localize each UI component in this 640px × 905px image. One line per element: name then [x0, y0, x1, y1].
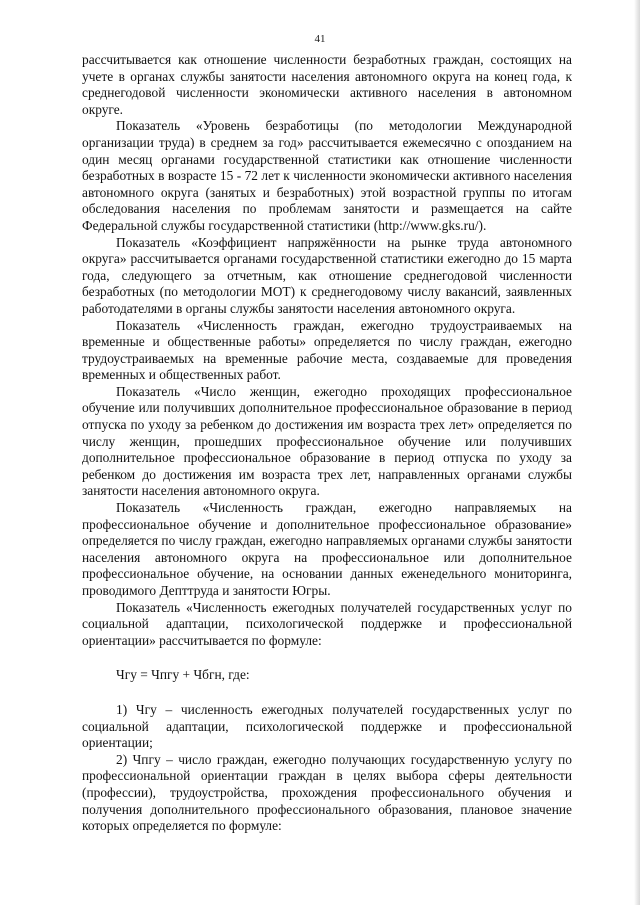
document-body [82, 52, 572, 835]
paragraph-professional-training: Показатель «Численность граждан, ежегодно направляемых на профессиональное обучение и дополнительное профессиональное образование» определяется по числу граждан, ежегодно направляемых органами службы занятости населения автономного округа на профессиональное или дополнительное профессиональное обучение, на основании данных еженедельного мониторинга, проводимого Депттруда и занятости Югры. [82, 500, 572, 598]
list-item: 2) Чпгу – число граждан, ежегодно получающих государственную услугу по профессиональной ориентации граждан в целях выбора сферы деятельности (профессии), трудоустройства, прохождения профессионального обучения и получения дополнительного профессионального образования, плановое значение которых определяется по формуле: [82, 751, 572, 834]
paragraph-temporary-works: Показатель «Численность граждан, ежегодно трудоустраиваемых на временные и общественные работы» определяется по числу граждан, ежегодно трудоустраиваемых на временные рабочие места, создаваемые для проведения временных и общественных работ. [82, 317, 572, 383]
paragraph-women-training: Показатель «Число женщин, ежегодно проходящих профессиональное обучение или получивших дополнительное профессиональное образование в период отпуска по уходу за ребенком до достижения им возраста трех лет» определяется по числу женщин, прошедших профессиональное обучение или получивших дополнительное профессиональное образование в период отпуска по уходу за ребенком до достижения им возраста трех лет, направленных органами службы занятости населения автономного округа. [82, 383, 572, 499]
list-item: 1) Чгу – численность ежегодных получателей государственных услуг по социальной адаптации, психологической поддержке и профессиональной ориентации; [82, 701, 572, 751]
paragraph-tension-coefficient: Показатель «Коэффициент напряжённости на рынке труда автономного округа» рассчитывается органами государственной статистики ежегодно до 15 марта года, следующего за отчетным, как отношение среднегодовой численности безработных (по методологии МОТ) к среднегодовому числу вакансий, заявленных работодателями в органы службы занятости населения автономного округа. [82, 234, 572, 316]
paragraph-continuation: рассчитывается как отношение численности безработных граждан, состоящих на учете в органах службы занятости населения автономного округа на конец года, к среднегодовой численности экономически активного населения в автономном округе. [82, 52, 572, 117]
scan-edge-shadow [634, 0, 640, 905]
paragraph-unemployment-rate: Показатель «Уровень безработицы (по методологии Международной организации труда) в среднем за год» рассчитывается ежемесячно с опозданием на один месяц органами государственной статистики как отношение численности безработных в возрасте 15 - 72 лет к численности экономически активного населения автономного округа (занятых и безработных) этой возрастной группы по итогам обследования населения по проблемам занятости и размещается на сайте Федеральной службы государственной статистики (http://www.gks.ru/). [82, 118, 572, 233]
paragraph-services-recipients: Показатель «Численность ежегодных получателей государственных услуг по социальной адаптации, психологической поддержке и профессиональной ориентации» рассчитывается по формуле: [82, 599, 572, 648]
page-number: 41 [314, 33, 326, 45]
formula: Чгу = Чпгу + Чбгн, где: [116, 667, 250, 683]
